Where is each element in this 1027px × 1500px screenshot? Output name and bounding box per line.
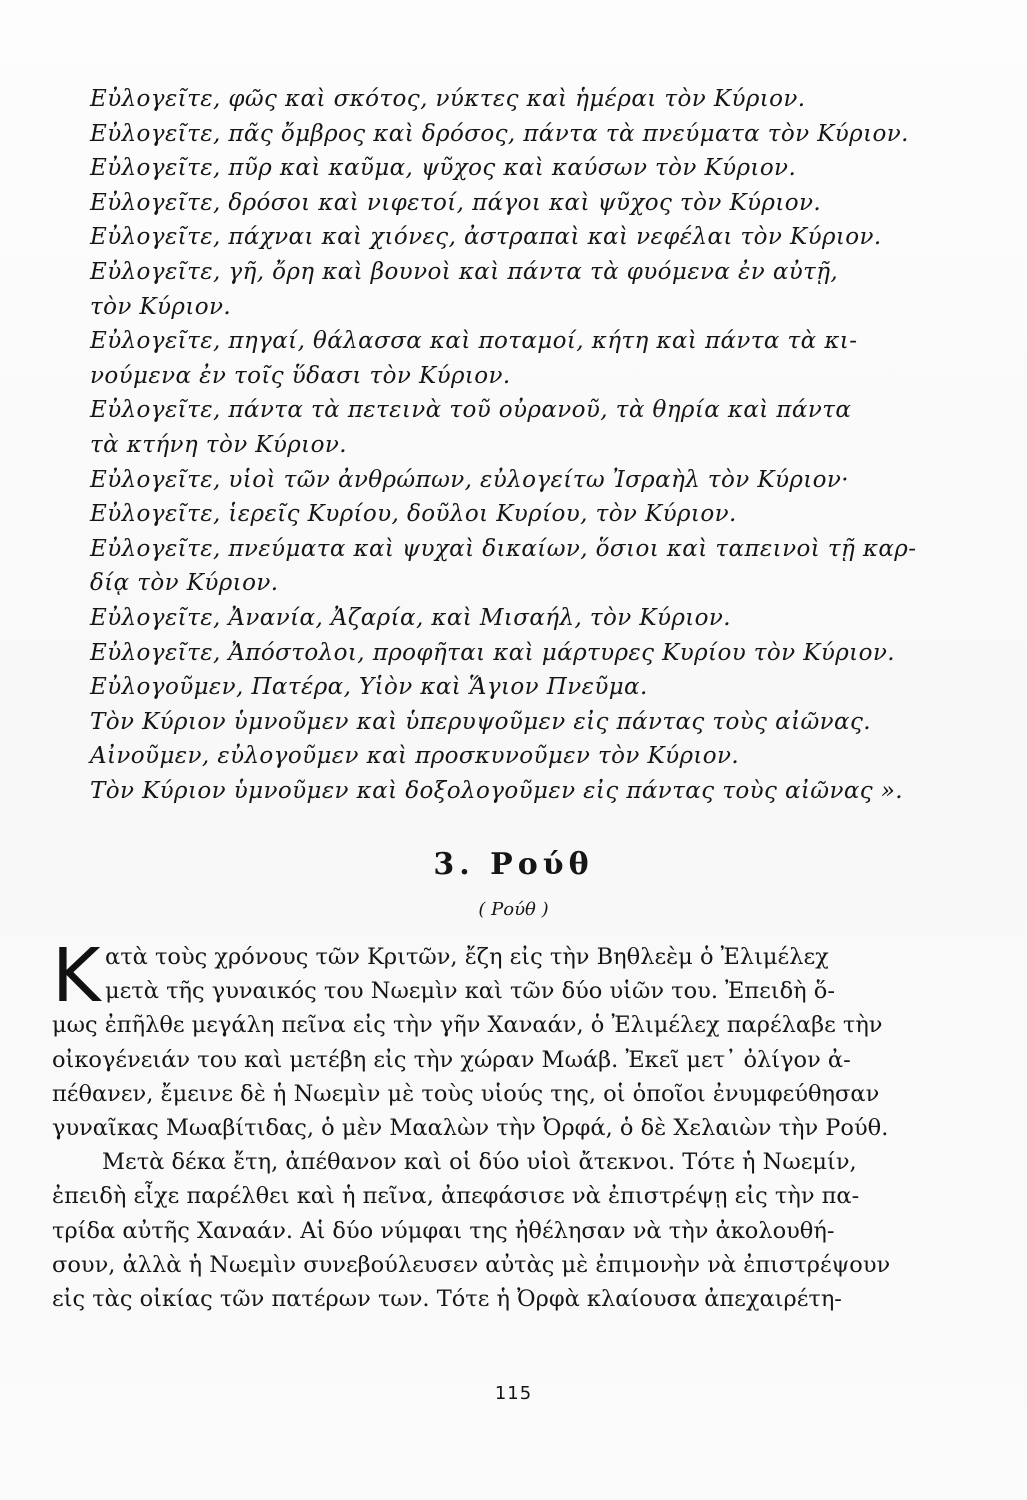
- hymn-line: Εὐλογεῖτε, ἱερεῖς Κυρίου, δοῦλοι Κυρίου, τὸν Κύριον.: [90, 501, 737, 528]
- prose-line: ἐπειδὴ εἶχε παρέλθει καὶ ἡ πεῖνα, ἀπεφάσισε νὰ ἐπιστρέψῃ εἰς τὴν πα-: [52, 1183, 860, 1210]
- hymn-line: Εὐλογεῖτε, πᾶς ὄμβρος καὶ δρόσος, πάντα τὰ πνεύματα τὸν Κύριον.: [90, 120, 909, 147]
- hymn-line: Τὸν Κύριον ὑμνοῦμεν καὶ ὑπερυψοῦμεν εἰς πάντας τοὺς αἰῶνας.: [90, 708, 871, 735]
- hymn-line: νούμενα ἐν τοῖς ὕδασι τὸν Κύριον.: [90, 362, 511, 389]
- prose-line: πέθανεν, ἔμεινε δὲ ἡ Νωεμὶν μὲ τοὺς υἱούς της, οἱ ὁποῖοι ἐνυμφεύθησαν: [52, 1080, 880, 1107]
- hymn-line: Εὐλογεῖτε, δρόσοι καὶ νιφετοί, πάγοι καὶ ψῦχος τὸν Κύριον.: [90, 189, 822, 216]
- hymn-line: Εὐλογεῖτε, πάντα τὰ πετεινὰ τοῦ οὐρανοῦ, τὰ θηρία καὶ πάντα: [90, 397, 852, 424]
- hymn-line: Εὐλογεῖτε, Ἀνανία, Ἀζαρία, καὶ Μισαήλ, τὸν Κύριον.: [90, 604, 731, 631]
- hymn-line: Εὐλογεῖτε, υἱοὶ τῶν ἀνθρώπων, εὐλογείτω Ἰσραὴλ τὸν Κύριον·: [90, 466, 850, 493]
- prose-line: μως ἐπῆλθε μεγάλη πεῖνα εἰς τὴν γῆν Χαναάν, ὁ Ἐλιμέλεχ παρέλαβε τὴν: [52, 1012, 883, 1039]
- prose-line: γυναῖκας Μωαβίτιδας, ὁ μὲν Μααλὼν τὴν Ὀρφά, ὁ δὲ Χελαιὼν τὴν Ρούθ.: [52, 1115, 889, 1142]
- hymn-line: Εὐλογεῖτε, πηγαί, θάλασσα καὶ ποταμοί, κήτη καὶ πάντα τὰ κι-: [90, 328, 858, 355]
- hymn-line: τὸν Κύριον.: [90, 293, 232, 320]
- prose-line: Μετὰ δέκα ἔτη, ἀπέθανον καὶ οἱ δύο υἱοὶ ἄτεκνοι. Τότε ἡ Νωεμίν,: [102, 1149, 857, 1176]
- hymn-line: Εὐλογεῖτε, Ἀπόστολοι, προφῆται καὶ μάρτυρες Κυρίου τὸν Κύριον.: [90, 639, 895, 666]
- prose-line: σουν, ἀλλὰ ἡ Νωεμὶν συνεβούλευσεν αὐτὰς μὲ ἐπιμονὴν νὰ ἐπιστρέψουν: [52, 1251, 891, 1278]
- hymn-line: Εὐλογεῖτε, πάχναι καὶ χιόνες, ἀστραπαὶ καὶ νεφέλαι τὸν Κύριον.: [90, 224, 882, 251]
- prose-line: τρίδα αὐτῆς Χαναάν. Αἱ δύο νύμφαι της ἠθέλησαν νὰ τὴν ἀκολουθή-: [52, 1217, 835, 1244]
- prose-line: ατὰ τοὺς χρόνους τῶν Κριτῶν, ἔζη εἰς τὴν Βηθλεὲμ ὁ Ἐλιμέλεχ: [105, 944, 829, 970]
- story-text-block: [52, 933, 891, 1316]
- hymn-text-block: [90, 82, 958, 808]
- section-heading: 3. Ρούθ: [433, 847, 594, 882]
- drop-cap-letter: Κ: [52, 933, 101, 1019]
- page-number: 115: [494, 1383, 533, 1404]
- prose-line: εἰς τὰς οἰκίας τῶν πατέρων των. Τότε ἡ Ὀρφὰ κλαίουσα ἀπεχαιρέτη-: [52, 1286, 842, 1313]
- hymn-line: δίᾳ τὸν Κύριον.: [90, 570, 279, 597]
- hymn-line: Εὐλογεῖτε, πῦρ καὶ καῦμα, ψῦχος καὶ καύσων τὸν Κύριον.: [90, 155, 797, 182]
- section-subheading: ( Ρούθ ): [478, 899, 549, 920]
- hymn-line: Εὐλογοῦμεν, Πατέρα, Υἱὸν καὶ Ἅγιον Πνεῦμα.: [90, 674, 648, 701]
- prose-line: μετὰ τῆς γυναικός του Νωεμὶν καὶ τῶν δύο υἱῶν του. Ἐπειδὴ ὅ-: [105, 978, 835, 1005]
- hymn-line: τὰ κτήνη τὸν Κύριον.: [90, 431, 347, 458]
- hymn-line: Αἰνοῦμεν, εὐλογοῦμεν καὶ προσκυνοῦμεν τὸν Κύριον.: [90, 743, 740, 770]
- hymn-line: Εὐλογεῖτε, φῶς καὶ σκότος, νύκτες καὶ ἡμέραι τὸν Κύριον.: [90, 86, 806, 112]
- hymn-line: Εὐλογεῖτε, γῆ, ὄρη καὶ βουνοὶ καὶ πάντα τὰ φυόμενα ἐν αὐτῇ,: [90, 258, 839, 285]
- hymn-line: Εὐλογεῖτε, πνεύματα καὶ ψυχαὶ δικαίων, ὅσιοι καὶ ταπεινοὶ τῇ καρ-: [90, 535, 917, 562]
- hymn-line: Τὸν Κύριον ὑμνοῦμεν καὶ δοξολογοῦμεν εἰς πάντας τοὺς αἰῶνας ».: [90, 777, 903, 804]
- prose-line: οἰκογένειάν του καὶ μετέβη εἰς τὴν χώραν Μωάβ. Ἐκεῖ μετ᾽ ὀλίγον ἀ-: [52, 1046, 851, 1073]
